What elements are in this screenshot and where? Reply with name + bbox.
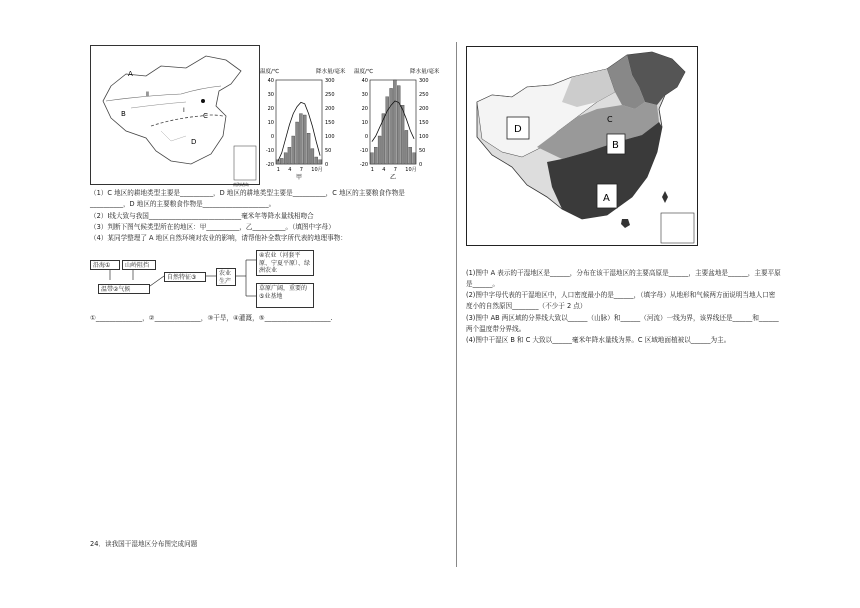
q1-line-a: （1）C 地区的耕地类型主要是__________，D 地区的耕地类型主要是__________，C 地区的主要粮食作物是 xyxy=(90,189,405,197)
jia-x-tick-label: 1 xyxy=(276,167,280,173)
climate-chart-jia xyxy=(258,68,358,180)
rq1-line-a: (1)图中 A 表示的干湿地区是______，分布在该干湿地区的主要高原是______，主要盆地是______，主要平原 xyxy=(466,269,781,277)
yi-precip-bar-12 xyxy=(413,153,416,164)
yi-right-tick-label: 150 xyxy=(419,120,429,126)
jia-precip-bar-7 xyxy=(299,114,302,164)
yi-right-axis-title: 降水量/毫米 xyxy=(410,69,440,75)
flow-box-grassland: 草原广阔，重要的⑤业基地 xyxy=(256,283,314,308)
map-label-a: A xyxy=(128,70,133,78)
yi-x-tick-label: 7 xyxy=(393,167,397,173)
jia-right-tick-label: 250 xyxy=(325,92,335,98)
yi-x-tick-label: 10月 xyxy=(405,167,417,173)
column-divider xyxy=(456,42,457,567)
map-label-b: B xyxy=(121,110,126,118)
q24-title: 24．读我国干湿地区分布图完成问题 xyxy=(90,540,198,548)
jia-precip-bar-11 xyxy=(315,157,318,164)
yi-left-tick-label: 20 xyxy=(361,106,368,112)
jia-precip-bar-4 xyxy=(288,147,291,164)
yi-right-tick-label: 300 xyxy=(419,78,429,84)
flow-box-agri: 农业生产 xyxy=(216,268,236,286)
map-label-d: D xyxy=(191,138,197,146)
map-label-line-1: Ⅰ xyxy=(183,107,185,114)
right-map-label-b: B xyxy=(612,140,619,151)
jia-x-tick-label: 7 xyxy=(299,167,303,173)
yi-right-tick-label: 50 xyxy=(419,148,426,154)
q1-line-b: __________，D 地区的主要粮食作物是____________________。 xyxy=(90,200,276,208)
q4-line: （4）某同学整理了 A 地区自然环境对农业的影响，请帮他补全数字所代表的地理事物： xyxy=(90,234,347,242)
right-map-label-a: A xyxy=(603,193,610,204)
jia-precip-bar-12 xyxy=(319,160,322,164)
jia-right-axis-title: 降水量/毫米 xyxy=(316,69,346,75)
right-map-label-c: C xyxy=(607,115,613,124)
yi-left-tick-label: 0 xyxy=(364,134,368,140)
yi-right-tick-label: 0 xyxy=(419,162,423,168)
jia-precip-bar-6 xyxy=(296,122,299,164)
flow-box-natural: 自然特征③ xyxy=(164,272,206,282)
answer-line: ①______________，②______________，③干旱，④灌溉，⑤____________________. xyxy=(90,314,333,322)
jia-right-tick-label: 50 xyxy=(325,148,332,154)
yi-precip-bar-2 xyxy=(374,147,377,164)
yi-right-tick-label: 200 xyxy=(419,106,429,112)
yi-precip-bar-1 xyxy=(370,153,373,164)
yi-caption: 乙 xyxy=(390,174,397,181)
flow-box-irrigation: ④农业（河套平原、宁夏平原）、绿洲农业 xyxy=(256,250,314,276)
jia-caption: 甲 xyxy=(296,174,303,181)
flow-box-climate: 温带②气候 xyxy=(98,284,150,294)
q3-line: （3）判断下图气候类型所在的地区：甲__________，乙__________。（填图中字母） xyxy=(90,223,335,231)
jia-precip-bar-2 xyxy=(280,158,283,164)
rq3-line-a: (3)图中 AB 两区域的分界线大致以______（山脉）和______（河流）一线为界，该界线还是______和______ xyxy=(466,314,779,322)
yi-precip-bar-9 xyxy=(401,105,404,164)
jia-precip-bar-8 xyxy=(303,115,306,164)
jia-x-tick-label: 4 xyxy=(288,167,292,173)
yi-right-tick-label: 250 xyxy=(419,92,429,98)
yi-precip-bar-11 xyxy=(409,147,412,164)
flow-box-mountain: 山岭阻挡 xyxy=(122,260,156,270)
rq3-line-b: 两个温度带分界线。 xyxy=(466,325,526,333)
climate-chart-yi xyxy=(352,68,452,180)
jia-x-tick-label: 10月 xyxy=(311,167,323,173)
map-label-c: C xyxy=(203,112,208,120)
yi-precip-bar-8 xyxy=(397,86,400,164)
rq1-line-b: 是______。 xyxy=(466,280,499,288)
left-china-map xyxy=(90,45,260,185)
right-dry-wet-map xyxy=(466,46,698,246)
jia-right-tick-label: 200 xyxy=(325,106,335,112)
jia-right-tick-label: 0 xyxy=(325,162,329,168)
jia-right-tick-label: 300 xyxy=(325,78,335,84)
jia-left-tick-label: 0 xyxy=(270,134,274,140)
map-label-line-2: Ⅱ xyxy=(146,91,149,98)
jia-right-tick-label: 150 xyxy=(325,120,335,126)
yi-x-tick-label: 1 xyxy=(370,167,374,173)
jia-precip-bar-5 xyxy=(292,136,295,164)
inset-label: 南海诸岛 xyxy=(233,182,249,187)
jia-left-tick-label: -20 xyxy=(265,162,274,168)
flow-box-coast: 沿海① xyxy=(90,260,120,270)
jia-precip-bar-10 xyxy=(311,149,314,164)
yi-precip-bar-7 xyxy=(393,80,396,164)
jia-left-tick-label: -10 xyxy=(265,148,274,154)
yi-left-axis-title: 温度/℃ xyxy=(354,69,374,75)
yi-left-tick-label: 40 xyxy=(361,78,368,84)
jia-left-tick-label: 10 xyxy=(267,120,274,126)
yi-left-tick-label: 30 xyxy=(361,92,368,98)
rq4-line: (4)图中干湿区 B 和 C 大致以______毫米年降水量线为界。C 区域地面植被以______为主。 xyxy=(466,336,731,344)
jia-right-tick-label: 100 xyxy=(325,134,335,140)
yi-precip-bar-10 xyxy=(405,130,408,164)
yi-precip-bar-6 xyxy=(390,88,393,164)
right-map-label-d: D xyxy=(514,124,522,135)
jia-left-tick-label: 20 xyxy=(267,106,274,112)
yi-precip-bar-5 xyxy=(386,97,389,164)
jia-left-axis-title: 温度/℃ xyxy=(260,69,280,75)
yi-precip-bar-3 xyxy=(378,136,381,164)
yi-right-tick-label: 100 xyxy=(419,134,429,140)
rq2-line-a: (2)图中字母代表的干湿地区中，人口密度最小的是______，（填字母）从地形和气候两方面说明当地人口密 xyxy=(466,291,776,299)
q2-line: （2）Ⅰ线大致与我国____________________________毫米年等降水量线相吻合 xyxy=(90,212,314,220)
yi-left-tick-label: 10 xyxy=(361,120,368,126)
rq2-line-b: 度小的自然原因________（不少于 2 点） xyxy=(466,302,587,310)
jia-precip-bar-3 xyxy=(284,153,287,164)
jia-left-tick-label: 30 xyxy=(267,92,274,98)
yi-left-tick-label: -10 xyxy=(359,148,368,154)
yi-left-tick-label: -20 xyxy=(359,162,368,168)
yi-x-tick-label: 4 xyxy=(382,167,386,173)
jia-left-tick-label: 40 xyxy=(267,78,274,84)
jia-precip-bar-9 xyxy=(307,133,310,164)
